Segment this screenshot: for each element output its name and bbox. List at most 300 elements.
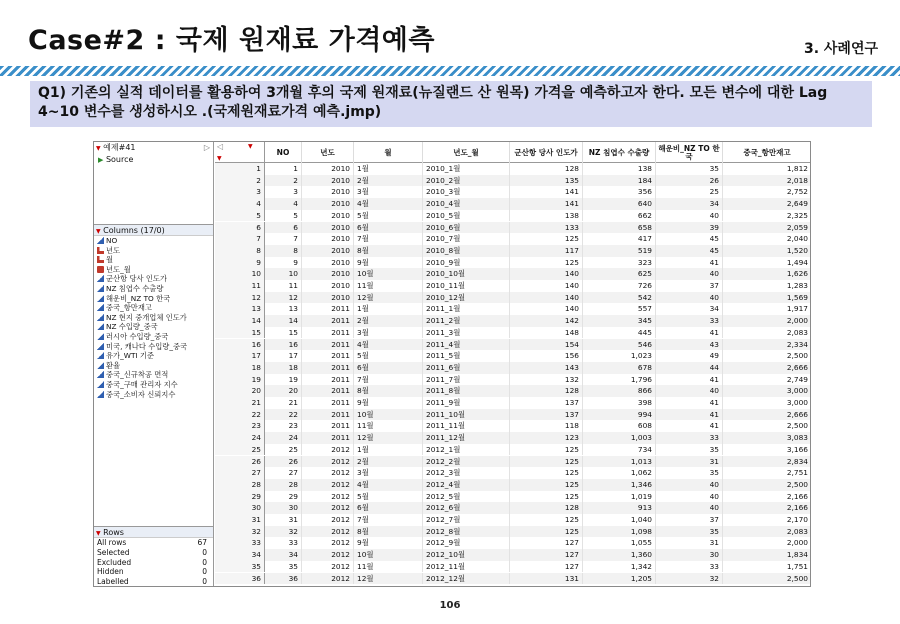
row-number[interactable]: 7 <box>215 233 265 245</box>
table-cell[interactable]: 2012 <box>302 467 354 479</box>
row-number[interactable]: 10 <box>215 268 265 280</box>
table-cell[interactable]: 3월 <box>354 467 423 479</box>
table-cell[interactable]: 2,752 <box>723 186 811 198</box>
table-cell[interactable]: 125 <box>510 233 583 245</box>
table-cell[interactable]: 2010_3월 <box>423 186 510 198</box>
table-cell[interactable]: 21 <box>265 397 302 409</box>
table-cell[interactable]: 10월 <box>354 409 423 421</box>
table-cell[interactable]: 2011_2월 <box>423 315 510 327</box>
table-cell[interactable]: 2012_2월 <box>423 456 510 468</box>
table-cell[interactable]: 2011_5월 <box>423 350 510 362</box>
table-cell[interactable]: 142 <box>510 315 583 327</box>
row-number[interactable]: 5 <box>215 210 265 222</box>
table-cell[interactable]: 1,342 <box>583 561 656 573</box>
table-cell[interactable]: 2011 <box>302 397 354 409</box>
row-number[interactable]: 8 <box>215 245 265 257</box>
row-state-item[interactable] <box>94 548 213 558</box>
table-cell[interactable]: 125 <box>510 257 583 269</box>
row-number[interactable]: 31 <box>215 514 265 526</box>
column-item[interactable] <box>94 322 213 332</box>
table-cell[interactable]: 140 <box>510 292 583 304</box>
row-number[interactable]: 22 <box>215 409 265 421</box>
table-cell[interactable]: 18 <box>265 362 302 374</box>
table-cell[interactable]: 127 <box>510 537 583 549</box>
table-cell[interactable]: 1,520 <box>723 245 811 257</box>
row-number[interactable]: 20 <box>215 385 265 397</box>
table-cell[interactable]: 7월 <box>354 374 423 386</box>
table-cell[interactable]: 35 <box>265 561 302 573</box>
table-row[interactable] <box>215 163 811 175</box>
table-cell[interactable]: 36 <box>265 573 302 585</box>
table-cell[interactable]: 16 <box>265 339 302 351</box>
table-cell[interactable]: 6 <box>265 222 302 234</box>
table-cell[interactable]: 640 <box>583 198 656 210</box>
row-number[interactable]: 23 <box>215 420 265 432</box>
table-cell[interactable]: 33 <box>656 315 723 327</box>
table-cell[interactable]: 31 <box>265 514 302 526</box>
table-cell[interactable]: 2011_4월 <box>423 339 510 351</box>
red-triangle-icon[interactable]: ▼ <box>248 143 253 150</box>
table-row[interactable] <box>215 350 811 362</box>
table-cell[interactable]: 45 <box>656 233 723 245</box>
table-cell[interactable]: 12월 <box>354 573 423 585</box>
table-cell[interactable]: 43 <box>656 339 723 351</box>
table-cell[interactable]: 2012_9월 <box>423 537 510 549</box>
row-state-item[interactable] <box>94 538 213 548</box>
column-item[interactable] <box>94 390 213 400</box>
red-triangle-icon[interactable]: ▼ <box>96 228 101 235</box>
table-cell[interactable]: 138 <box>583 163 656 175</box>
table-cell[interactable]: 2010_2월 <box>423 175 510 187</box>
column-item[interactable] <box>94 342 213 352</box>
table-cell[interactable]: 19 <box>265 374 302 386</box>
table-cell[interactable]: 2010_10월 <box>423 268 510 280</box>
table-cell[interactable]: 2,018 <box>723 175 811 187</box>
table-cell[interactable]: 11 <box>265 280 302 292</box>
table-cell[interactable]: 2012_4월 <box>423 479 510 491</box>
table-cell[interactable]: 1,494 <box>723 257 811 269</box>
table-cell[interactable]: 323 <box>583 257 656 269</box>
table-cell[interactable]: 1,013 <box>583 456 656 468</box>
table-cell[interactable]: 3,166 <box>723 444 811 456</box>
table-cell[interactable]: 7 <box>265 233 302 245</box>
table-cell[interactable]: 2012_6월 <box>423 502 510 514</box>
column-item[interactable] <box>94 370 213 380</box>
table-cell[interactable]: 2012_7월 <box>423 514 510 526</box>
table-cell[interactable]: 2011 <box>302 339 354 351</box>
table-row[interactable] <box>215 432 811 444</box>
table-cell[interactable]: 1,569 <box>723 292 811 304</box>
table-cell[interactable]: 546 <box>583 339 656 351</box>
table-cell[interactable]: 9 <box>265 257 302 269</box>
table-cell[interactable]: 1,796 <box>583 374 656 386</box>
row-state-item[interactable] <box>94 558 213 568</box>
table-cell[interactable]: 2,500 <box>723 350 811 362</box>
table-row[interactable] <box>215 397 811 409</box>
table-cell[interactable]: 41 <box>656 374 723 386</box>
table-cell[interactable]: 2010 <box>302 210 354 222</box>
table-cell[interactable]: 143 <box>510 362 583 374</box>
grid-corner[interactable] <box>215 142 265 163</box>
table-cell[interactable]: 2012 <box>302 514 354 526</box>
table-cell[interactable]: 2012_5월 <box>423 491 510 503</box>
table-cell[interactable]: 2010 <box>302 257 354 269</box>
table-cell[interactable]: 40 <box>656 385 723 397</box>
table-cell[interactable]: 3,083 <box>723 432 811 444</box>
row-number[interactable]: 3 <box>215 186 265 198</box>
column-item[interactable] <box>94 284 213 294</box>
table-row[interactable] <box>215 420 811 432</box>
table-cell[interactable]: 2010_5월 <box>423 210 510 222</box>
table-cell[interactable]: 41 <box>656 257 723 269</box>
table-cell[interactable]: 662 <box>583 210 656 222</box>
table-cell[interactable]: 2,083 <box>723 327 811 339</box>
table-cell[interactable]: 2월 <box>354 456 423 468</box>
table-cell[interactable]: 41 <box>656 409 723 421</box>
table-cell[interactable]: 2010_1월 <box>423 163 510 175</box>
table-cell[interactable]: 1 <box>265 163 302 175</box>
table-cell[interactable]: 2월 <box>354 175 423 187</box>
table-cell[interactable]: 2011 <box>302 315 354 327</box>
table-cell[interactable]: 2010 <box>302 222 354 234</box>
row-state-item[interactable] <box>94 567 213 577</box>
table-cell[interactable]: 15 <box>265 327 302 339</box>
table-cell[interactable]: 726 <box>583 280 656 292</box>
table-cell[interactable]: 35 <box>656 163 723 175</box>
table-cell[interactable]: 27 <box>265 467 302 479</box>
table-cell[interactable]: 2012 <box>302 491 354 503</box>
table-cell[interactable]: 35 <box>656 444 723 456</box>
table-cell[interactable]: 2,500 <box>723 573 811 585</box>
table-cell[interactable]: 2011_12월 <box>423 432 510 444</box>
table-cell[interactable]: 28 <box>265 479 302 491</box>
table-row[interactable] <box>215 257 811 269</box>
table-cell[interactable]: 2,334 <box>723 339 811 351</box>
table-cell[interactable]: 2월 <box>354 315 423 327</box>
table-cell[interactable]: 127 <box>510 549 583 561</box>
table-cell[interactable]: 4월 <box>354 339 423 351</box>
table-cell[interactable]: 2010_6월 <box>423 222 510 234</box>
row-number[interactable]: 34 <box>215 549 265 561</box>
table-row[interactable] <box>215 222 811 234</box>
table-cell[interactable]: 40 <box>656 502 723 514</box>
column-header[interactable]: NO <box>265 142 302 163</box>
table-row[interactable] <box>215 456 811 468</box>
table-cell[interactable]: 2011_1월 <box>423 303 510 315</box>
table-cell[interactable]: 2010 <box>302 245 354 257</box>
table-cell[interactable]: 2012_8월 <box>423 526 510 538</box>
table-cell[interactable]: 2012 <box>302 502 354 514</box>
table-cell[interactable]: 1,917 <box>723 303 811 315</box>
table-cell[interactable]: 8월 <box>354 385 423 397</box>
table-cell[interactable]: 137 <box>510 397 583 409</box>
table-cell[interactable]: 29 <box>265 491 302 503</box>
table-row[interactable] <box>215 491 811 503</box>
table-cell[interactable]: 5월 <box>354 210 423 222</box>
table-row[interactable] <box>215 303 811 315</box>
column-item[interactable] <box>94 255 213 265</box>
table-cell[interactable]: 2010_8월 <box>423 245 510 257</box>
row-number[interactable]: 35 <box>215 561 265 573</box>
table-cell[interactable]: 2011 <box>302 350 354 362</box>
table-cell[interactable]: 132 <box>510 374 583 386</box>
table-cell[interactable]: 22 <box>265 409 302 421</box>
table-cell[interactable]: 1,098 <box>583 526 656 538</box>
table-cell[interactable]: 37 <box>656 280 723 292</box>
table-cell[interactable]: 2012_12월 <box>423 573 510 585</box>
row-number[interactable]: 14 <box>215 315 265 327</box>
table-cell[interactable]: 2010_12월 <box>423 292 510 304</box>
table-cell[interactable]: 35 <box>656 526 723 538</box>
table-cell[interactable]: 2010 <box>302 163 354 175</box>
table-cell[interactable]: 31 <box>656 537 723 549</box>
table-cell[interactable]: 45 <box>656 245 723 257</box>
column-item[interactable] <box>94 361 213 371</box>
table-row[interactable] <box>215 561 811 573</box>
table-cell[interactable]: 2011_7월 <box>423 374 510 386</box>
table-cell[interactable]: 23 <box>265 420 302 432</box>
row-number[interactable]: 36 <box>215 573 265 585</box>
table-cell[interactable]: 10월 <box>354 268 423 280</box>
row-number[interactable]: 18 <box>215 362 265 374</box>
table-cell[interactable]: 2010 <box>302 186 354 198</box>
table-row[interactable] <box>215 186 811 198</box>
table-cell[interactable]: 14 <box>265 315 302 327</box>
table-cell[interactable]: 4 <box>265 198 302 210</box>
row-number[interactable]: 13 <box>215 303 265 315</box>
table-cell[interactable]: 140 <box>510 280 583 292</box>
table-cell[interactable]: 6월 <box>354 222 423 234</box>
table-cell[interactable]: 39 <box>656 222 723 234</box>
table-row[interactable] <box>215 315 811 327</box>
table-cell[interactable]: 2012_11월 <box>423 561 510 573</box>
table-cell[interactable]: 2011 <box>302 374 354 386</box>
table-cell[interactable]: 33 <box>656 432 723 444</box>
table-cell[interactable]: 32 <box>265 526 302 538</box>
table-cell[interactable]: 1,019 <box>583 491 656 503</box>
table-cell[interactable]: 2012 <box>302 526 354 538</box>
table-cell[interactable]: 3,000 <box>723 397 811 409</box>
table-cell[interactable]: 1,346 <box>583 479 656 491</box>
table-cell[interactable]: 135 <box>510 175 583 187</box>
table-row[interactable] <box>215 385 811 397</box>
table-cell[interactable]: 26 <box>265 456 302 468</box>
table-cell[interactable]: 41 <box>656 397 723 409</box>
table-cell[interactable]: 2012 <box>302 537 354 549</box>
table-row[interactable] <box>215 502 811 514</box>
table-cell[interactable]: 2010 <box>302 280 354 292</box>
table-cell[interactable]: 2012_10월 <box>423 549 510 561</box>
table-cell[interactable]: 25 <box>265 444 302 456</box>
table-cell[interactable]: 542 <box>583 292 656 304</box>
row-number[interactable]: 24 <box>215 432 265 444</box>
table-row[interactable] <box>215 467 811 479</box>
table-cell[interactable]: 3,000 <box>723 385 811 397</box>
table-cell[interactable]: 184 <box>583 175 656 187</box>
table-name-header[interactable] <box>94 142 213 154</box>
table-cell[interactable]: 1,751 <box>723 561 811 573</box>
table-cell[interactable]: 3월 <box>354 186 423 198</box>
column-item[interactable] <box>94 351 213 361</box>
table-cell[interactable]: 133 <box>510 222 583 234</box>
table-row[interactable] <box>215 327 811 339</box>
table-cell[interactable]: 4월 <box>354 198 423 210</box>
table-cell[interactable]: 2010_4월 <box>423 198 510 210</box>
table-cell[interactable]: 125 <box>510 491 583 503</box>
table-cell[interactable]: 2010 <box>302 198 354 210</box>
column-header[interactable]: 중국_항만재고 <box>723 142 811 163</box>
table-cell[interactable]: 2012 <box>302 479 354 491</box>
table-cell[interactable]: 2011_6월 <box>423 362 510 374</box>
column-header[interactable]: 해운비_NZ TO 한국 <box>656 142 723 163</box>
table-cell[interactable]: 445 <box>583 327 656 339</box>
table-cell[interactable]: 2010_11월 <box>423 280 510 292</box>
table-cell[interactable]: 994 <box>583 409 656 421</box>
table-cell[interactable]: 1,062 <box>583 467 656 479</box>
table-cell[interactable]: 2010_7월 <box>423 233 510 245</box>
table-cell[interactable]: 24 <box>265 432 302 444</box>
table-cell[interactable]: 2011 <box>302 420 354 432</box>
table-cell[interactable]: 2011_11월 <box>423 420 510 432</box>
table-cell[interactable]: 117 <box>510 245 583 257</box>
table-cell[interactable]: 417 <box>583 233 656 245</box>
table-cell[interactable]: 141 <box>510 186 583 198</box>
table-cell[interactable]: 31 <box>656 456 723 468</box>
table-cell[interactable]: 608 <box>583 420 656 432</box>
table-cell[interactable]: 1월 <box>354 444 423 456</box>
table-cell[interactable]: 2,500 <box>723 420 811 432</box>
column-item[interactable] <box>94 303 213 313</box>
table-cell[interactable]: 1,040 <box>583 514 656 526</box>
red-triangle-icon[interactable]: ▼ <box>96 530 101 537</box>
column-item[interactable] <box>94 274 213 284</box>
row-number[interactable]: 4 <box>215 198 265 210</box>
table-cell[interactable]: 2012 <box>302 561 354 573</box>
table-cell[interactable]: 118 <box>510 420 583 432</box>
table-cell[interactable]: 10월 <box>354 549 423 561</box>
column-item[interactable] <box>94 265 213 275</box>
row-number[interactable]: 32 <box>215 526 265 538</box>
row-number[interactable]: 19 <box>215 374 265 386</box>
table-cell[interactable]: 5 <box>265 210 302 222</box>
row-number[interactable]: 12 <box>215 292 265 304</box>
table-cell[interactable]: 625 <box>583 268 656 280</box>
table-cell[interactable]: 2010 <box>302 268 354 280</box>
table-cell[interactable]: 125 <box>510 456 583 468</box>
table-cell[interactable]: 41 <box>656 327 723 339</box>
row-number[interactable]: 2 <box>215 175 265 187</box>
table-cell[interactable]: 2010 <box>302 292 354 304</box>
table-row[interactable] <box>215 409 811 421</box>
row-number[interactable]: 28 <box>215 479 265 491</box>
table-cell[interactable]: 2011 <box>302 327 354 339</box>
table-cell[interactable]: 40 <box>656 268 723 280</box>
table-cell[interactable]: 8월 <box>354 245 423 257</box>
table-cell[interactable]: 1,360 <box>583 549 656 561</box>
table-cell[interactable]: 2012 <box>302 444 354 456</box>
column-item[interactable] <box>94 294 213 304</box>
table-cell[interactable]: 3 <box>265 186 302 198</box>
table-cell[interactable]: 2,325 <box>723 210 811 222</box>
table-row[interactable] <box>215 280 811 292</box>
table-cell[interactable]: 49 <box>656 350 723 362</box>
table-cell[interactable]: 1월 <box>354 303 423 315</box>
table-cell[interactable]: 2,666 <box>723 409 811 421</box>
row-number[interactable]: 1 <box>215 163 265 175</box>
table-cell[interactable]: 2,059 <box>723 222 811 234</box>
table-cell[interactable]: 2,834 <box>723 456 811 468</box>
row-number[interactable]: 9 <box>215 257 265 269</box>
table-cell[interactable]: 2,000 <box>723 537 811 549</box>
table-cell[interactable]: 138 <box>510 210 583 222</box>
table-cell[interactable]: 2012 <box>302 549 354 561</box>
table-row[interactable] <box>215 292 811 304</box>
table-cell[interactable]: 141 <box>510 198 583 210</box>
red-triangle-icon[interactable]: ▼ <box>96 145 101 152</box>
table-cell[interactable]: 5월 <box>354 350 423 362</box>
table-cell[interactable]: 9월 <box>354 257 423 269</box>
table-cell[interactable]: 519 <box>583 245 656 257</box>
column-header[interactable]: 년도_월 <box>423 142 510 163</box>
row-number[interactable]: 15 <box>215 327 265 339</box>
table-cell[interactable]: 128 <box>510 502 583 514</box>
column-header[interactable]: NZ 침엽수 수출량 <box>583 142 656 163</box>
table-cell[interactable]: 13 <box>265 303 302 315</box>
table-cell[interactable]: 8 <box>265 245 302 257</box>
table-cell[interactable]: 866 <box>583 385 656 397</box>
table-row[interactable] <box>215 573 811 585</box>
table-cell[interactable]: 37 <box>656 514 723 526</box>
table-row[interactable] <box>215 479 811 491</box>
table-cell[interactable]: 2010 <box>302 175 354 187</box>
table-cell[interactable]: 2011 <box>302 385 354 397</box>
table-cell[interactable]: 2011 <box>302 303 354 315</box>
row-number[interactable]: 29 <box>215 491 265 503</box>
table-cell[interactable]: 26 <box>656 175 723 187</box>
table-cell[interactable]: 2010_9월 <box>423 257 510 269</box>
table-cell[interactable]: 125 <box>510 467 583 479</box>
table-row[interactable] <box>215 362 811 374</box>
table-cell[interactable]: 6월 <box>354 362 423 374</box>
table-cell[interactable]: 7월 <box>354 233 423 245</box>
table-cell[interactable]: 2,749 <box>723 374 811 386</box>
table-cell[interactable]: 140 <box>510 268 583 280</box>
table-cell[interactable]: 40 <box>656 292 723 304</box>
source-item[interactable] <box>94 154 213 166</box>
row-number[interactable]: 11 <box>215 280 265 292</box>
table-cell[interactable]: 17 <box>265 350 302 362</box>
table-cell[interactable]: 11월 <box>354 420 423 432</box>
table-cell[interactable]: 25 <box>656 186 723 198</box>
table-cell[interactable]: 35 <box>656 467 723 479</box>
column-item[interactable] <box>94 236 213 246</box>
table-row[interactable] <box>215 245 811 257</box>
table-cell[interactable]: 658 <box>583 222 656 234</box>
table-cell[interactable]: 2,166 <box>723 491 811 503</box>
table-cell[interactable]: 2012 <box>302 456 354 468</box>
table-cell[interactable]: 2,000 <box>723 315 811 327</box>
row-number[interactable]: 26 <box>215 456 265 468</box>
table-cell[interactable]: 2,500 <box>723 479 811 491</box>
red-triangle-icon[interactable]: ▼ <box>217 155 222 162</box>
table-cell[interactable]: 33 <box>265 537 302 549</box>
table-cell[interactable]: 32 <box>656 573 723 585</box>
table-cell[interactable]: 12월 <box>354 432 423 444</box>
row-state-item[interactable] <box>94 577 213 587</box>
table-cell[interactable]: 128 <box>510 385 583 397</box>
table-cell[interactable]: 2011_8월 <box>423 385 510 397</box>
rows-header[interactable] <box>94 526 213 538</box>
